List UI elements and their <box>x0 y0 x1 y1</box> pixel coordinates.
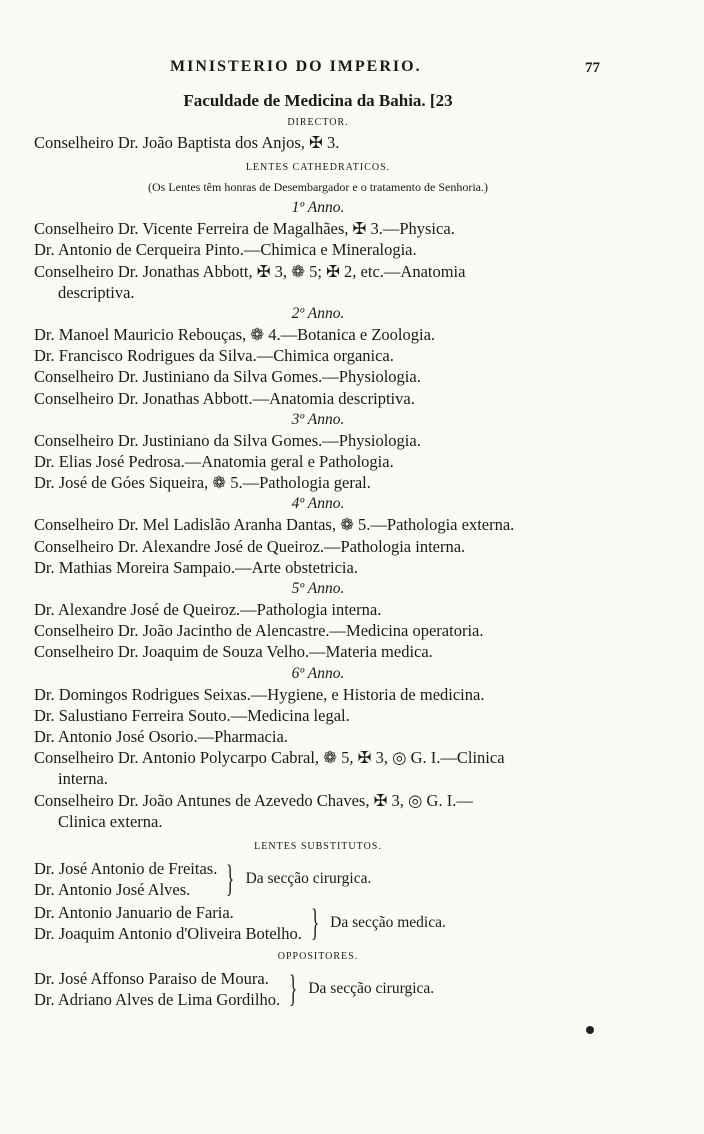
faculty-entry-text: Conselheiro Dr. Vicente Ferreira de Magalhães, ✠ 3.—Physica. <box>34 219 455 239</box>
faculty-entry <box>34 620 602 641</box>
faculty-entry-continuation: descriptiva. <box>58 282 135 302</box>
faculty-entry-text: Dr. Salustiano Ferreira Souto.—Medicina legal. <box>34 705 350 725</box>
faculty-entry-text: Conselheiro Dr. Antonio Polycarpo Cabral, ❁ 5, ✠ 3, ◎ G. I.—Clinica <box>34 748 505 768</box>
lentes-heading: LENTES CATHEDRATICOS. <box>245 162 391 174</box>
faculty-entry-continuation: Clinica externa. <box>58 811 163 831</box>
group-names <box>34 858 217 900</box>
running-head: MINISTERIO DO IMPERIO. <box>170 58 422 75</box>
faculty-entry-text: Dr. Alexandre José de Queiroz.—Pathologia interna. <box>34 600 382 620</box>
group-label: Da secção medica. <box>330 914 446 932</box>
group-name: Dr. José Antonio de Freitas. <box>34 859 218 879</box>
faculty-entry-text: Conselheiro Dr. Jonathas Abbott.—Anatomia descriptiva. <box>34 388 415 408</box>
faculty-entry <box>34 790 602 832</box>
faculty-entry <box>34 451 602 472</box>
year-label: 6º Anno. <box>291 664 345 682</box>
faculty-entry <box>34 747 602 789</box>
oppositores-heading: OPPOSITORES. <box>277 951 359 963</box>
director-heading: DIRECTOR. <box>287 117 349 128</box>
faculty-entry-text: Conselheiro Dr. Mel Ladislão Aranha Dantas, ❁ 5.—Pathologia externa. <box>34 515 515 535</box>
faculty-entry-text: Conselheiro Dr. Justiniano da Silva Gomes.—Physiologia. <box>34 430 421 450</box>
group-label: Da secção cirurgica. <box>245 870 372 888</box>
lentes-note: (Os Lentes têm honras de Desembargador e o tratamento de Senhoria.) <box>148 180 488 195</box>
faculty-entry-text: Dr. Elias José Pedrosa.—Anatomia geral e Pathologia. <box>34 452 394 472</box>
year-label: 4º Anno. <box>291 495 345 513</box>
faculty-entry-text: Conselheiro Dr. Justiniano da Silva Gomes.—Physiologia. <box>34 367 421 387</box>
faculty-entry <box>34 599 602 620</box>
faculty-entry-text: Dr. Manoel Mauricio Rebouças, ❁ 4.—Botanica e Zoologia. <box>34 325 436 345</box>
faculty-entry-text: Dr. José de Góes Siqueira, ❁ 5.—Pathologia geral. <box>34 473 371 493</box>
faculty-entry-text: Conselheiro Dr. Joaquim de Souza Velho.—Materia medica. <box>34 642 433 662</box>
faculty-entry <box>34 239 602 260</box>
director-entry: Conselheiro Dr. João Baptista dos Anjos, ✠ 3. <box>34 133 340 152</box>
ink-blot <box>586 1026 594 1034</box>
faculty-entry <box>34 514 602 535</box>
faculty-entry-text: Conselheiro Dr. Alexandre José de Queiroz.—Pathologia interna. <box>34 536 466 556</box>
faculty-entry-text: Dr. Antonio José Osorio.—Pharmacia. <box>34 727 288 747</box>
year-label: 5º Anno. <box>291 580 345 598</box>
group-names <box>34 902 302 944</box>
faculty-entry <box>34 472 602 493</box>
year-label: 1º Anno. <box>291 199 345 217</box>
faculty-entry <box>34 726 602 747</box>
group-name: Dr. Antonio Januario de Faria. <box>34 903 234 923</box>
faculty-entry-text: Conselheiro Dr. João Jacintho de Alencastre.—Medicina operatoria. <box>34 621 484 641</box>
faculty-entry-text: Dr. Francisco Rodrigues da Silva.—Chimica organica. <box>34 346 394 366</box>
oppositores-list <box>34 968 602 1010</box>
group-name: Dr. Joaquim Antonio d'Oliveira Botelho. <box>34 924 302 944</box>
faculty-entry-continuation: interna. <box>58 769 108 789</box>
year-label: 2º Anno. <box>291 305 345 323</box>
faculty-entry-text: Dr. Domingos Rodrigues Seixas.—Hygiene, e Historia de medicina. <box>34 684 485 704</box>
faculty-entry <box>34 705 602 726</box>
faculty-entry-text: Conselheiro Dr. Jonathas Abbott, ✠ 3, ❁ 5; ✠ 2, etc.—Anatomia <box>34 261 466 281</box>
page-body <box>34 88 602 1012</box>
faculty-entry <box>34 557 602 578</box>
faculty-entry-text: Dr. Mathias Moreira Sampaio.—Arte obstetricia. <box>34 557 358 577</box>
group-name: Dr. Antonio José Alves. <box>34 880 191 900</box>
faculty-entry <box>34 536 602 557</box>
faculty-entry <box>34 430 602 451</box>
faculty-entry <box>34 641 602 662</box>
curly-brace-icon: } <box>226 858 235 901</box>
year-label: 3º Anno. <box>291 410 345 428</box>
section-title: Faculdade de Medicina da Bahia. [23 <box>183 91 453 110</box>
brace-group <box>34 968 602 1010</box>
page-header <box>0 58 704 84</box>
faculty-entry <box>34 684 602 705</box>
page-number: 77 <box>585 60 600 76</box>
curly-brace-icon: } <box>289 968 298 1011</box>
group-name: Dr. José Affonso Paraiso de Moura. <box>34 969 269 989</box>
faculty-entry <box>34 324 602 345</box>
faculty-entry <box>34 218 602 239</box>
brace-group <box>34 858 602 900</box>
faculty-entry <box>34 261 602 303</box>
brace-group <box>34 902 602 944</box>
faculty-entry <box>34 388 602 409</box>
substitutos-list <box>34 858 602 944</box>
substitutos-heading: LENTES SUBSTITUTOS. <box>254 841 382 853</box>
faculty-entry <box>34 366 602 387</box>
curly-brace-icon: } <box>310 902 320 945</box>
group-names <box>34 968 280 1010</box>
faculty-entry <box>34 345 602 366</box>
years-list <box>34 197 602 832</box>
faculty-entry-text: Dr. Antonio de Cerqueira Pinto.—Chimica e Mineralogia. <box>34 240 417 260</box>
group-label: Da secção cirurgica. <box>308 980 435 998</box>
faculty-entry-text: Conselheiro Dr. João Antunes de Azevedo Chaves, ✠ 3, ◎ G. I.— <box>34 790 473 810</box>
group-name: Dr. Adriano Alves de Lima Gordilho. <box>34 990 281 1010</box>
